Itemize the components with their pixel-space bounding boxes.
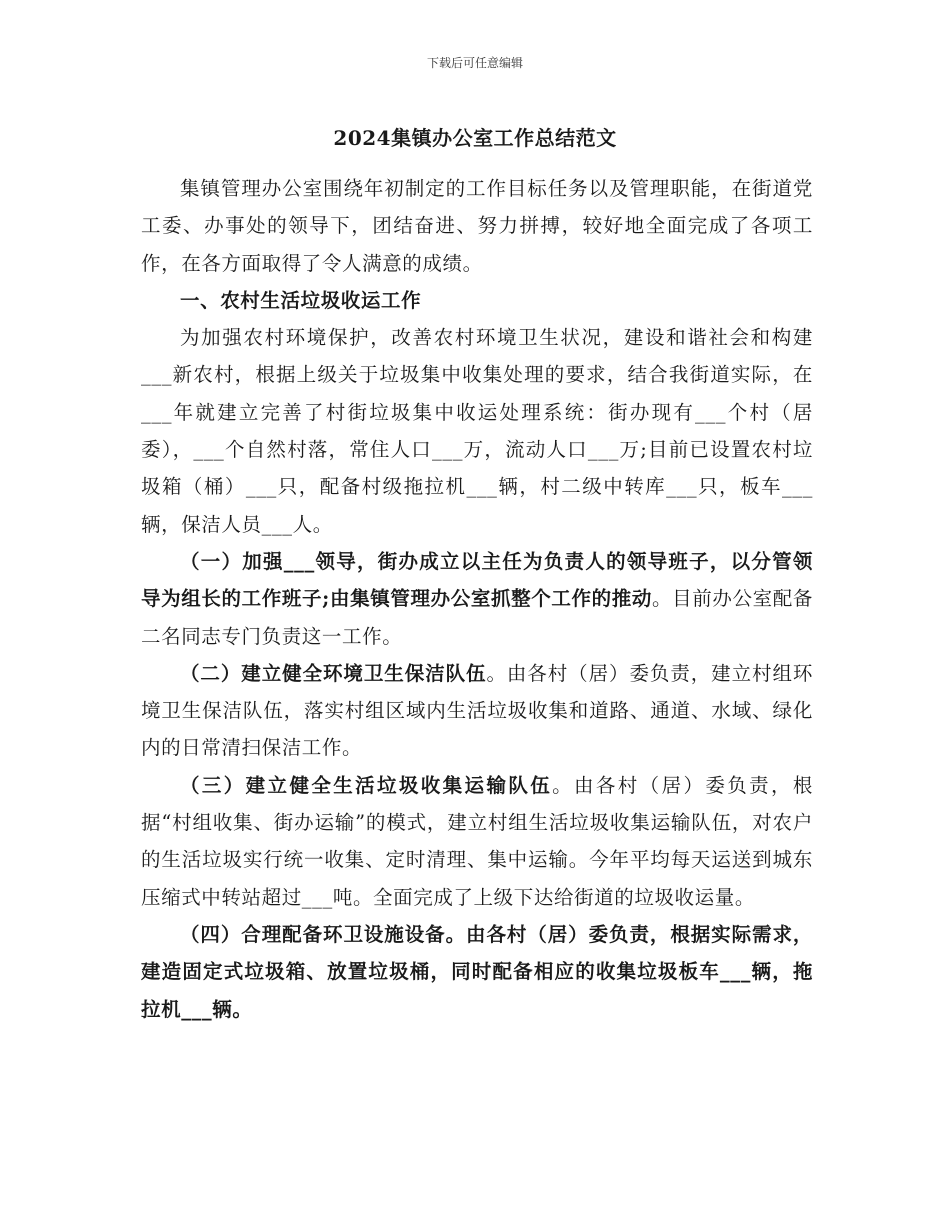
item-1-text: 。目前办公室配备二名同志专门负责这一工作。 — [141, 587, 813, 648]
section-heading-1: 一、农村生活垃圾收运工作 — [180, 288, 422, 312]
document-body — [141, 170, 813, 1028]
page-header: 下载后可任意编辑 — [426, 56, 523, 70]
item-3-text: 。由各村（居）委负责，根据“村组收集、街办运输”的模式，建立村组生活垃圾收集运输队伍，对农户的生活垃圾实行统一收集、定时清理、集中运输。今年平均每天运送到城东压缩式中转站超过___吨。全面完成了上级下达给街道的垃圾收运量。 — [141, 773, 814, 909]
item-1-heading: （一）加强___领导，街办成立以主任为负责人的领导班子，以分管领导为组长的工作班子;由集镇管理办公室抓整个工作的推动 — [141, 549, 813, 611]
paragraph-intro: 集镇管理办公室围绕年初制定的工作目标任务以及管理职能，在街道党工委、办事处的领导下，团结奋进、努力拼搏，较好地全面完成了各项工作，在各方面取得了令人满意的成绩。 — [141, 177, 813, 275]
document-title: 2024集镇办公室工作总结范文 — [333, 126, 617, 150]
paragraph-item-3 — [141, 767, 813, 916]
item-2-text: 。由各村（居）委负责，建立村组环境卫生保洁队伍，落实村组区域内生活垃圾收集和道路、通道、水域、绿化内的日常清扫保洁工作。 — [141, 661, 813, 760]
paragraph-item-1 — [141, 543, 813, 655]
paragraph-overview: 为加强农村环境保护，改善农村环境卫生状况，建设和谐社会和构建___新农村，根据上级关于垃圾集中收集处理的要求，结合我街道实际，在___年就建立完善了村街垃圾集中收运处理系统：街办现有___个村（居委），___个自然村落，常住人口___万，流动人口___万;目前已设置农村垃圾箱（桶）___只，配备村级拖拉机___辆，村二级中转库___只，板车___辆，保洁人员___人。 — [141, 326, 813, 536]
item-2-heading: （二）建立健全环境卫生保洁队伍 — [180, 661, 487, 685]
item-3-heading: （三）建立健全生活垃圾收集运输队伍 — [180, 773, 553, 797]
paragraph-item-4: （四）合理配备环卫设施设备。由各村（居）委负责，根据实际需求，建造固定式垃圾箱、放置垃圾桶，同时配备相应的收集垃圾板车___辆，拖拉机___辆。 — [141, 922, 813, 1021]
paragraph-item-2 — [141, 655, 813, 767]
